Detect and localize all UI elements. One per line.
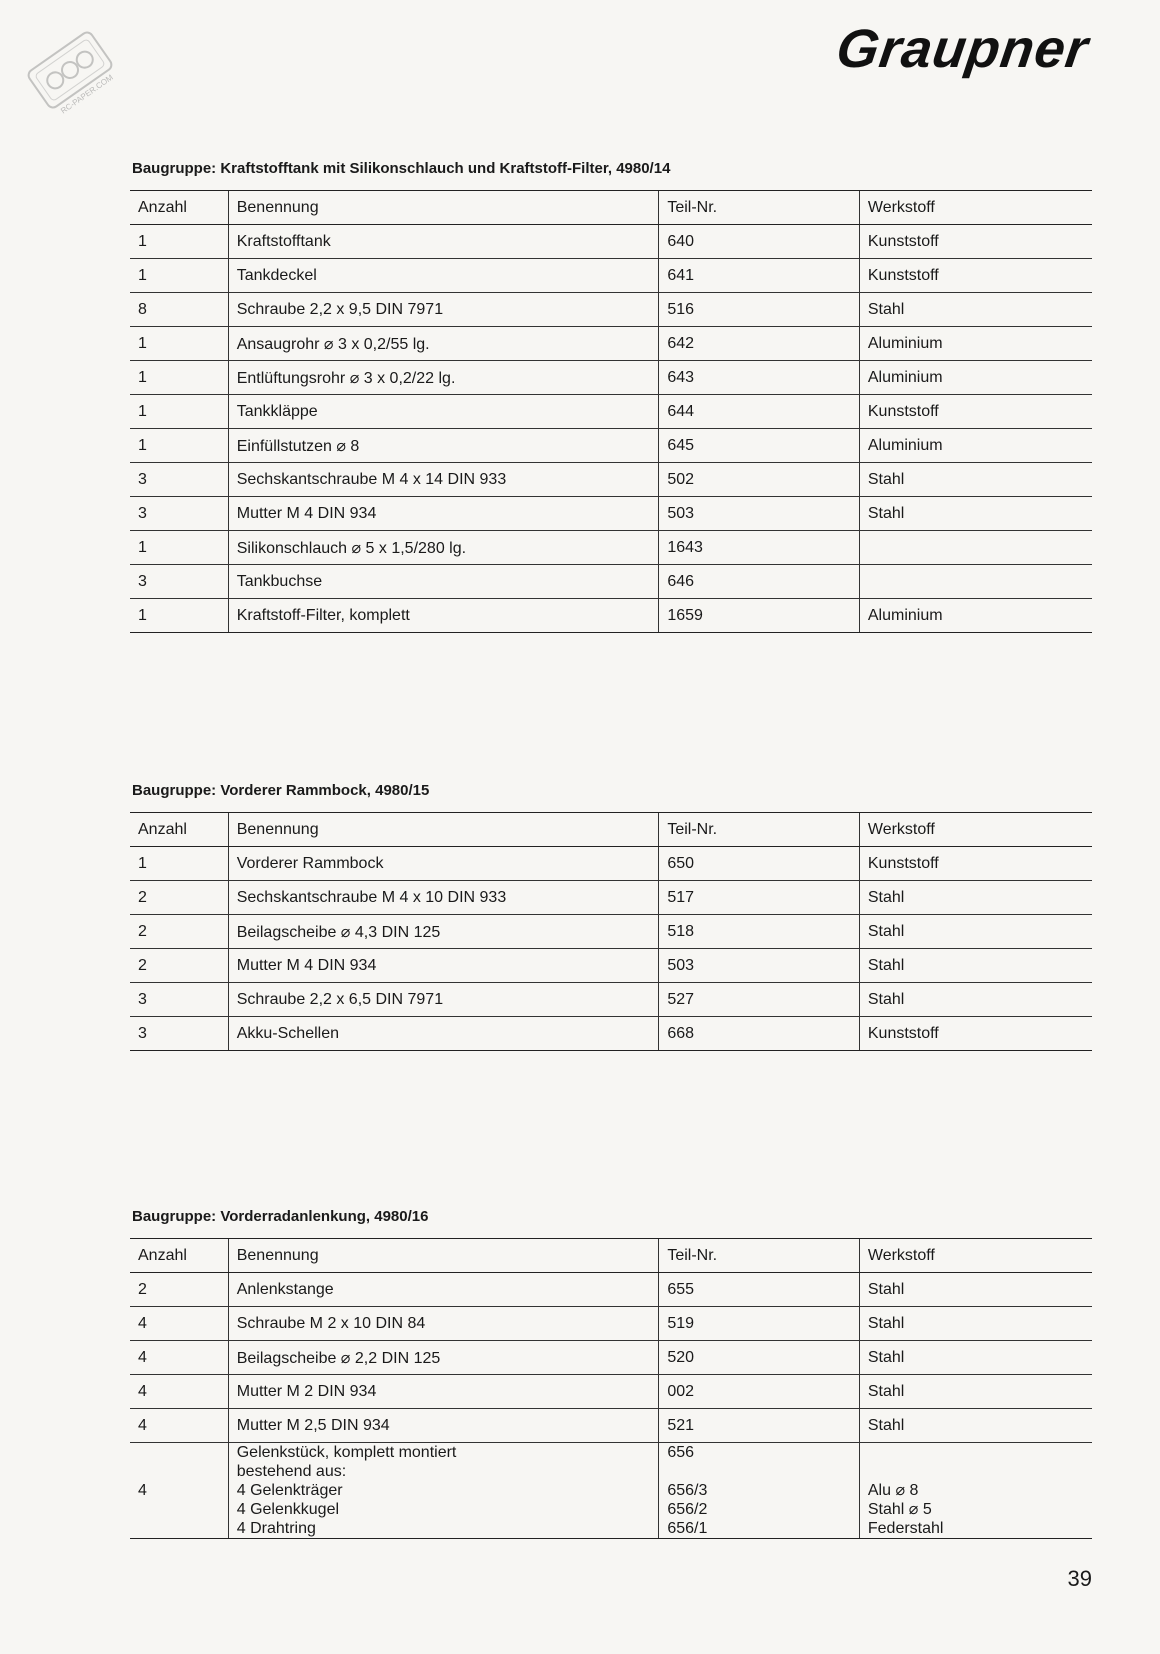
- table-row-assembly: [130, 1443, 1092, 1539]
- table-row: [130, 1341, 1092, 1375]
- cell-line: 656/2: [667, 1501, 708, 1518]
- column-header-werkstoff: Werkstoff: [859, 1239, 1092, 1273]
- column-header-teil-nr: Teil-Nr.: [659, 813, 860, 847]
- cell-line: [868, 1443, 1084, 1462]
- column-header-anzahl: Anzahl: [130, 813, 228, 847]
- cell-benennung: Entlüftungsrohr ⌀ 3 x 0,2/22 lg.: [228, 361, 659, 395]
- cell-werkstoff: [859, 1443, 1092, 1539]
- cell-teil-nr: 645: [659, 429, 860, 463]
- table-row: [130, 531, 1092, 565]
- cell-werkstoff: Aluminium: [859, 599, 1092, 633]
- cell-teil-nr: 646: [659, 565, 860, 599]
- cell-benennung: Tankbuchse: [228, 565, 659, 599]
- cell-benennung: Einfüllstutzen ⌀ 8: [228, 429, 659, 463]
- table-row: [130, 463, 1092, 497]
- cell-line: 656: [667, 1444, 695, 1461]
- cell-benennung: Mutter M 2,5 DIN 934: [228, 1409, 659, 1443]
- cell-werkstoff: Kunststoff: [859, 395, 1092, 429]
- column-header-werkstoff: Werkstoff: [859, 191, 1092, 225]
- cell-benennung: Mutter M 4 DIN 934: [228, 949, 659, 983]
- table-row: [130, 983, 1092, 1017]
- column-header-anzahl: Anzahl: [130, 191, 228, 225]
- table-row: [130, 1273, 1092, 1307]
- table-row: [130, 361, 1092, 395]
- cell-teil-nr: 520: [659, 1341, 860, 1375]
- cell-teil-nr: 655: [659, 1273, 860, 1307]
- cell-benennung: Sechskantschraube M 4 x 14 DIN 933: [228, 463, 659, 497]
- cell-line: [667, 1462, 851, 1481]
- cell-anzahl: 1: [130, 361, 228, 395]
- cell-teil-nr: 668: [659, 1017, 860, 1051]
- cell-werkstoff: Stahl: [859, 463, 1092, 497]
- cell-anzahl: 2: [130, 881, 228, 915]
- column-header-teil-nr: Teil-Nr.: [659, 1239, 860, 1273]
- cell-werkstoff: Aluminium: [859, 361, 1092, 395]
- table-row: [130, 1017, 1092, 1051]
- cell-anzahl: 1: [130, 599, 228, 633]
- cell-anzahl: 1: [130, 327, 228, 361]
- cell-line: 4 Drahtring: [236, 1520, 316, 1537]
- cell-benennung: Vorderer Rammbock: [228, 847, 659, 881]
- cell-anzahl: 3: [130, 1017, 228, 1051]
- table-row: [130, 293, 1092, 327]
- cell-teil-nr: 518: [659, 915, 860, 949]
- cell-werkstoff: Kunststoff: [859, 225, 1092, 259]
- cell-teil-nr: 503: [659, 497, 860, 531]
- table-row: [130, 1307, 1092, 1341]
- cell-werkstoff: Stahl: [859, 983, 1092, 1017]
- cell-line: [868, 1462, 1084, 1481]
- cell-benennung: Akku-Schellen: [228, 1017, 659, 1051]
- cell-werkstoff: Stahl: [859, 949, 1092, 983]
- table-row: [130, 915, 1092, 949]
- table-row: [130, 327, 1092, 361]
- cell-anzahl: 1: [130, 395, 228, 429]
- cell-werkstoff: Aluminium: [859, 429, 1092, 463]
- table-row: [130, 599, 1092, 633]
- cell-anzahl: 3: [130, 463, 228, 497]
- cell-anzahl: 4: [130, 1375, 228, 1409]
- table-row: [130, 225, 1092, 259]
- cell-teil-nr: 643: [659, 361, 860, 395]
- table-row: [130, 1375, 1092, 1409]
- cell-teil-nr: 517: [659, 881, 860, 915]
- page-number: 39: [1067, 1566, 1092, 1591]
- cell-benennung: Schraube M 2 x 10 DIN 84: [228, 1307, 659, 1341]
- cell-benennung: Schraube 2,2 x 6,5 DIN 7971: [228, 983, 659, 1017]
- cell-teil-nr: 503: [659, 949, 860, 983]
- cell-anzahl: 1: [130, 259, 228, 293]
- cell-anzahl: 4: [130, 1409, 228, 1443]
- table-row: [130, 497, 1092, 531]
- cell-anzahl: 2: [130, 915, 228, 949]
- cell-werkstoff: [859, 565, 1092, 599]
- cell-anzahl: 8: [130, 293, 228, 327]
- cell-line: Federstahl: [867, 1520, 944, 1537]
- cell-anzahl: 1: [130, 531, 228, 565]
- table-row: [130, 881, 1092, 915]
- table-row: [130, 847, 1092, 881]
- cell-line: Alu ⌀ 8: [867, 1482, 919, 1499]
- cell-anzahl: 3: [130, 565, 228, 599]
- cell-werkstoff: Kunststoff: [859, 1017, 1092, 1051]
- cell-werkstoff: Kunststoff: [859, 259, 1092, 293]
- cell-werkstoff: Stahl: [859, 1375, 1092, 1409]
- table-row: [130, 1409, 1092, 1443]
- cell-line: 656/3: [667, 1482, 708, 1499]
- cell-benennung: [228, 1443, 659, 1539]
- cell-line: Gelenkstück, komplett montiert: [236, 1444, 457, 1461]
- column-header-teil-nr: Teil-Nr.: [659, 191, 860, 225]
- table-header-row: [130, 1239, 1092, 1273]
- cell-teil-nr: 1643: [659, 531, 860, 565]
- cell-anzahl: 2: [130, 949, 228, 983]
- cell-teil-nr: 519: [659, 1307, 860, 1341]
- cell-line: 4: [138, 1482, 147, 1499]
- cell-werkstoff: Stahl: [859, 1409, 1092, 1443]
- cell-anzahl: [130, 1443, 228, 1539]
- cell-anzahl: 3: [130, 983, 228, 1017]
- cell-benennung: Schraube 2,2 x 9,5 DIN 7971: [228, 293, 659, 327]
- section-front-ram: [130, 782, 1090, 1051]
- cell-teil-nr: 642: [659, 327, 860, 361]
- cell-benennung: Silikonschlauch ⌀ 5 x 1,5/280 lg.: [228, 531, 659, 565]
- cell-teil-nr: 1659: [659, 599, 860, 633]
- cell-teil-nr: 521: [659, 1409, 860, 1443]
- cell-anzahl: 1: [130, 225, 228, 259]
- cell-benennung: Anlenkstange: [228, 1273, 659, 1307]
- cell-werkstoff: Kunststoff: [859, 847, 1092, 881]
- section-title: Baugruppe: Vorderer Rammbock, 4980/15: [132, 782, 430, 799]
- table-row: [130, 429, 1092, 463]
- cell-anzahl: 1: [130, 847, 228, 881]
- cell-benennung: Mutter M 2 DIN 934: [228, 1375, 659, 1409]
- cell-werkstoff: Stahl: [859, 881, 1092, 915]
- cell-teil-nr: 650: [659, 847, 860, 881]
- cell-line: 4 Gelenkträger: [236, 1482, 343, 1499]
- column-header-anzahl: Anzahl: [130, 1239, 228, 1273]
- parts-table: [130, 1238, 1092, 1539]
- watermark-text: RC-PAPER.COM: [59, 72, 115, 116]
- cell-line: Stahl ⌀ 5: [867, 1501, 932, 1518]
- cell-werkstoff: Aluminium: [859, 327, 1092, 361]
- parts-table: [130, 812, 1092, 1051]
- cell-werkstoff: Stahl: [859, 1273, 1092, 1307]
- section-title: Baugruppe: Vorderradanlenkung, 4980/16: [132, 1208, 429, 1225]
- cell-werkstoff: Stahl: [859, 1307, 1092, 1341]
- column-header-werkstoff: Werkstoff: [859, 813, 1092, 847]
- cell-line: bestehend aus:: [236, 1463, 347, 1480]
- parts-table: [130, 190, 1092, 633]
- section-title: Baugruppe: Kraftstofftank mit Silikonschlauch und Kraftstoff-Filter, 4980/14: [132, 160, 671, 177]
- table-row: [130, 259, 1092, 293]
- cell-teil-nr: 502: [659, 463, 860, 497]
- cell-benennung: Mutter M 4 DIN 934: [228, 497, 659, 531]
- cell-anzahl: 2: [130, 1273, 228, 1307]
- table-header-row: [130, 191, 1092, 225]
- section-fuel-tank: [130, 160, 1090, 633]
- cell-teil-nr: 527: [659, 983, 860, 1017]
- column-header-benennung: Benennung: [228, 1239, 659, 1273]
- cell-werkstoff: Stahl: [859, 1341, 1092, 1375]
- cell-anzahl: 1: [130, 429, 228, 463]
- cell-teil-nr: 640: [659, 225, 860, 259]
- cell-teil-nr: 644: [659, 395, 860, 429]
- table-header-row: [130, 813, 1092, 847]
- watermark-stamp: [18, 18, 122, 122]
- cell-benennung: Ansaugrohr ⌀ 3 x 0,2/55 lg.: [228, 327, 659, 361]
- cell-line: 656/1: [667, 1520, 708, 1537]
- cell-anzahl: 4: [130, 1341, 228, 1375]
- cell-teil-nr: [659, 1443, 860, 1539]
- cell-benennung: Sechskantschraube M 4 x 10 DIN 933: [228, 881, 659, 915]
- cell-werkstoff: Stahl: [859, 293, 1092, 327]
- cell-anzahl: 4: [130, 1307, 228, 1341]
- table-row: [130, 565, 1092, 599]
- cell-benennung: Tankkläppe: [228, 395, 659, 429]
- cell-werkstoff: [859, 531, 1092, 565]
- table-row: [130, 395, 1092, 429]
- section-front-wheel-linkage: [130, 1208, 1090, 1539]
- column-header-benennung: Benennung: [228, 813, 659, 847]
- table-row: [130, 949, 1092, 983]
- cell-benennung: Kraftstoff-Filter, komplett: [228, 599, 659, 633]
- cell-teil-nr: 641: [659, 259, 860, 293]
- cell-benennung: Kraftstofftank: [228, 225, 659, 259]
- cell-benennung: Beilagscheibe ⌀ 4,3 DIN 125: [228, 915, 659, 949]
- cell-werkstoff: Stahl: [859, 497, 1092, 531]
- cell-anzahl: 3: [130, 497, 228, 531]
- cell-werkstoff: Stahl: [859, 915, 1092, 949]
- cell-teil-nr: 002: [659, 1375, 860, 1409]
- cell-line: 4 Gelenkkugel: [236, 1501, 340, 1518]
- column-header-benennung: Benennung: [228, 191, 659, 225]
- cell-benennung: Beilagscheibe ⌀ 2,2 DIN 125: [228, 1341, 659, 1375]
- brand-logo: Graupner: [832, 19, 1093, 79]
- cell-teil-nr: 516: [659, 293, 860, 327]
- cell-benennung: Tankdeckel: [228, 259, 659, 293]
